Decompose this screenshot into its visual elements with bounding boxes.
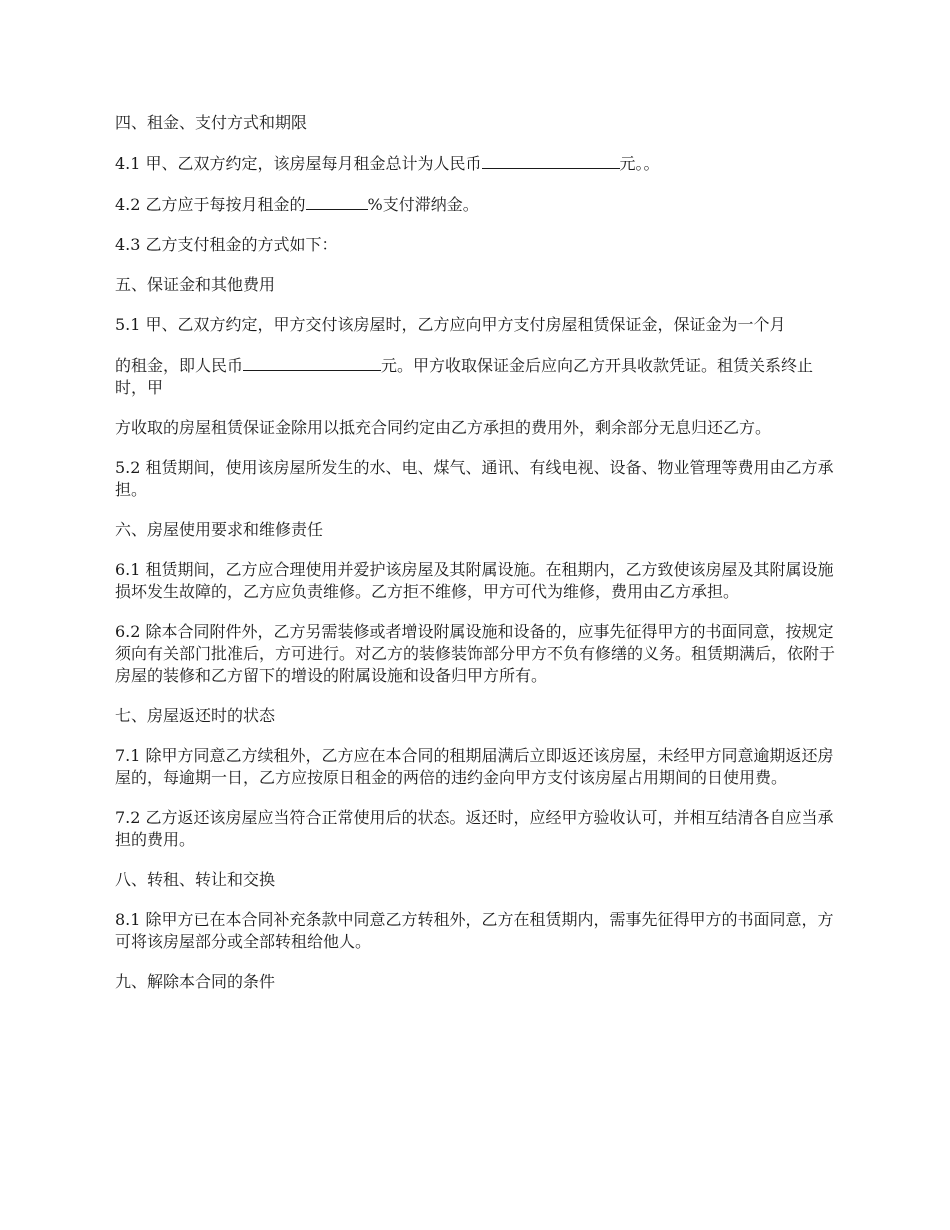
clause-7-1: 7.1 除甲方同意乙方续租外，乙方应在本合同的租期届满后立即返还该房屋，未经甲方同意逾期返还房屋的，每逾期一日，乙方应按原日租金的两倍的违约金向甲方支付该房屋占用期间的日使用费。 — [115, 746, 834, 787]
section-heading-6: 六、房屋使用要求和维修责任 — [115, 520, 324, 539]
clause-4-1-text-b: 元。。 — [619, 154, 660, 173]
clause-6-2: 6.2 除本合同附件外，乙方另需装修或者增设附属设施和设备的，应事先征得甲方的书面同意，按规定须向有关部门批准后，方可进行。对乙方的装修装饰部分甲方不负有修缮的义务。租赁期满后，依附于房屋的装修和乙方留下的增设的附属设施和设备归甲方所有。 — [115, 622, 836, 685]
rent-amount-blank — [482, 152, 620, 169]
clause-5-2: 5.2 租赁期间，使用该房屋所发生的水、电、煤气、通讯、有线电视、设备、物业管理等费用由乙方承担。 — [115, 458, 834, 499]
section-heading-4: 四、租金、支付方式和期限 — [115, 113, 308, 132]
clause-4-1 — [115, 152, 840, 175]
clause-8-1: 8.1 除甲方已在本合同补充条款中同意乙方转租外，乙方在租赁期内，需事先征得甲方的书面同意，方可将该房屋部分或全部转租给他人。 — [115, 910, 834, 951]
clause-5-1-part1: 5.1 甲、乙双方约定，甲方交付该房屋时，乙方应向甲方支付房屋租赁保证金，保证金为一个月 — [115, 315, 786, 334]
section-heading-8: 八、转租、转让和交换 — [115, 870, 276, 889]
document-page — [115, 112, 840, 1011]
clause-6-1: 6.1 租赁期间，乙方应合理使用并爱护该房屋及其附属设施。在租期内，乙方致使该房屋及其附属设施损坏发生故障的，乙方应负责维修。乙方拒不维修，甲方可代为维修，费用由乙方承担。 — [115, 560, 834, 601]
late-fee-percent-blank — [306, 193, 368, 210]
clause-4-2-text-b: %支付滞纳金。 — [367, 195, 479, 214]
clause-4-2 — [115, 193, 840, 216]
section-heading-7: 七、房屋返还时的状态 — [115, 706, 276, 725]
section-heading-9: 九、解除本合同的条件 — [115, 972, 276, 991]
clause-7-2: 7.2 乙方返还该房屋应当符合正常使用后的状态。返还时，应经甲方验收认可，并相互结清各自应当承担的费用。 — [115, 808, 834, 849]
clause-4-3: 4.3 乙方支付租金的方式如下： — [115, 235, 338, 254]
clause-4-1-text-a: 4.1 甲、乙双方约定，该房屋每月租金总计为人民币 — [115, 154, 482, 173]
clause-5-1-part2-text-b: 元。甲方收取保证金后应向乙方开具收款凭证。租赁关系终止时，甲 — [115, 356, 814, 397]
section-heading-5: 五、保证金和其他费用 — [115, 275, 276, 294]
clause-4-2-text-a: 4.2 乙方应于每按月租金的 — [115, 195, 306, 214]
clause-5-1-part2 — [115, 354, 840, 399]
clause-5-1-part2-text-a: 的租金，即人民币 — [115, 356, 244, 375]
clause-5-1-part3: 方收取的房屋租赁保证金除用以抵充合同约定由乙方承担的费用外，剩余部分无息归还乙方。 — [115, 418, 772, 437]
deposit-amount-blank — [243, 354, 381, 371]
